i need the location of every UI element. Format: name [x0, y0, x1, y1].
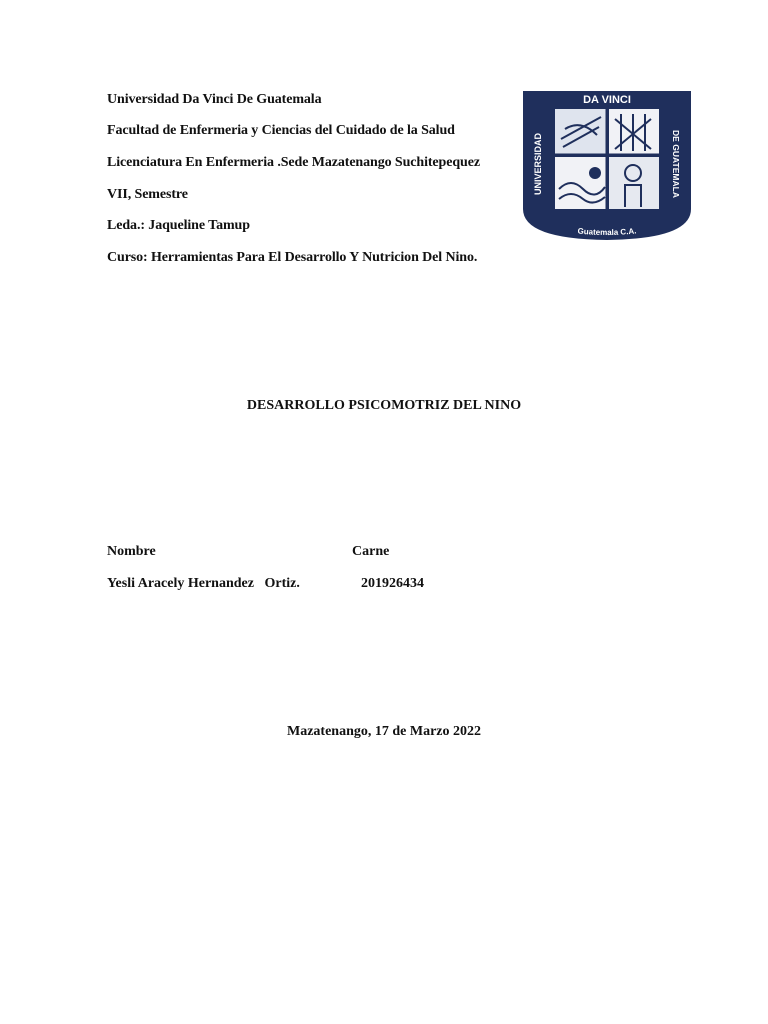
logo-bottom-text: Guatemala C.A.: [577, 226, 637, 238]
course-name: Curso: Herramientas Para El Desarrollo Y Nutricion Del Nino.: [107, 250, 478, 265]
logo-left-text: UNIVERSIDAD: [533, 132, 543, 196]
faculty-name: Facultad de Enfermeria y Ciencias del Cuidado de la Salud: [107, 123, 455, 138]
university-name: Universidad Da Vinci De Guatemala: [107, 92, 322, 107]
student-carne: 201926434: [361, 576, 424, 591]
logo-right-text: DE GUATEMALA: [671, 130, 681, 198]
place-date: Mazatenango, 17 de Marzo 2022: [286, 724, 482, 739]
teacher-name: Leda.: Jaqueline Tamup: [107, 218, 250, 233]
document-title: DESARROLLO PSICOMOTRIZ DEL NINO: [246, 398, 522, 413]
semester-label: VII, Semestre: [107, 187, 188, 202]
logo-top-text: DA VINCI: [583, 94, 631, 106]
name-label: Nombre: [107, 544, 156, 559]
university-logo: [521, 89, 693, 241]
degree-name: Licenciatura En Enfermeria .Sede Mazatenango Suchitepequez: [107, 155, 480, 170]
student-name: Yesli Aracely Hernandez Ortiz.: [107, 576, 300, 591]
carne-label: Carne: [352, 544, 390, 559]
